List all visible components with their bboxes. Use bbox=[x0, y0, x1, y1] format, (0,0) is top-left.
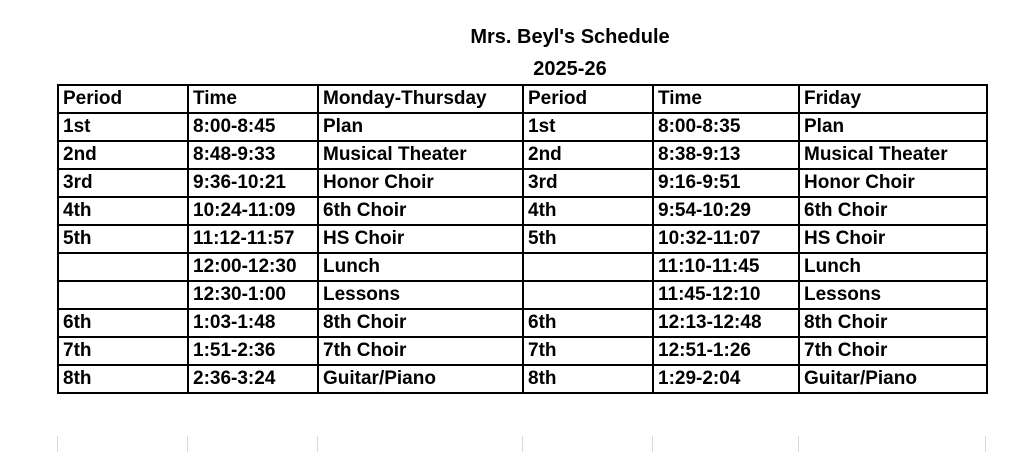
cell-period-mt: 3rd bbox=[58, 169, 188, 197]
cell-period-fri: 7th bbox=[523, 337, 653, 365]
cell-class-mt: 8th Choir bbox=[318, 309, 523, 337]
cell-class-fri: Musical Theater bbox=[799, 141, 987, 169]
cell-time-fri: 8:38-9:13 bbox=[653, 141, 799, 169]
cell-time-mt: 8:00-8:45 bbox=[188, 113, 318, 141]
cell-class-fri: 7th Choir bbox=[799, 337, 987, 365]
cell-time-fri: 11:10-11:45 bbox=[653, 253, 799, 281]
cell-period-mt bbox=[58, 253, 188, 281]
cell-time-mt: 12:00-12:30 bbox=[188, 253, 318, 281]
schedule-year: 2025-26 bbox=[533, 58, 607, 80]
cell-time-fri: 9:16-9:51 bbox=[653, 169, 799, 197]
cell-time-fri: 1:29-2:04 bbox=[653, 365, 799, 393]
header-time-mt: Time bbox=[188, 85, 318, 113]
cell-time-mt: 12:30-1:00 bbox=[188, 281, 318, 309]
cell-class-fri: HS Choir bbox=[799, 225, 987, 253]
cell-time-fri: 10:32-11:07 bbox=[653, 225, 799, 253]
cell-class-fri: Guitar/Piano bbox=[799, 365, 987, 393]
cell-time-fri: 11:45-12:10 bbox=[653, 281, 799, 309]
schedule-table bbox=[57, 84, 988, 394]
cell-class-mt: Musical Theater bbox=[318, 141, 523, 169]
table-row bbox=[58, 225, 987, 253]
cell-time-mt: 1:03-1:48 bbox=[188, 309, 318, 337]
table-row bbox=[58, 113, 987, 141]
cell-class-mt: 6th Choir bbox=[318, 197, 523, 225]
sheet-gridlines bbox=[57, 436, 986, 452]
header-time-fri: Time bbox=[653, 85, 799, 113]
cell-class-mt: Honor Choir bbox=[318, 169, 523, 197]
header-monday-thursday: Monday-Thursday bbox=[318, 85, 523, 113]
cell-period-mt: 2nd bbox=[58, 141, 188, 169]
cell-time-fri: 12:13-12:48 bbox=[653, 309, 799, 337]
header-friday: Friday bbox=[799, 85, 987, 113]
cell-class-mt: Lessons bbox=[318, 281, 523, 309]
table-row bbox=[58, 337, 987, 365]
header-row bbox=[58, 85, 987, 113]
cell-period-fri: 6th bbox=[523, 309, 653, 337]
cell-period-fri: 1st bbox=[523, 113, 653, 141]
cell-time-mt: 1:51-2:36 bbox=[188, 337, 318, 365]
header-period-mt: Period bbox=[58, 85, 188, 113]
cell-period-mt: 1st bbox=[58, 113, 188, 141]
table-row bbox=[58, 281, 987, 309]
cell-class-fri: 6th Choir bbox=[799, 197, 987, 225]
cell-period-mt: 5th bbox=[58, 225, 188, 253]
header-period-fri: Period bbox=[523, 85, 653, 113]
cell-class-fri: Lunch bbox=[799, 253, 987, 281]
cell-period-mt bbox=[58, 281, 188, 309]
cell-class-fri: 8th Choir bbox=[799, 309, 987, 337]
cell-period-fri bbox=[523, 253, 653, 281]
table-row bbox=[58, 253, 987, 281]
cell-time-mt: 2:36-3:24 bbox=[188, 365, 318, 393]
cell-time-fri: 12:51-1:26 bbox=[653, 337, 799, 365]
cell-time-mt: 9:36-10:21 bbox=[188, 169, 318, 197]
cell-period-fri bbox=[523, 281, 653, 309]
cell-time-mt: 11:12-11:57 bbox=[188, 225, 318, 253]
table-row bbox=[58, 365, 987, 393]
cell-period-fri: 5th bbox=[523, 225, 653, 253]
cell-class-mt: HS Choir bbox=[318, 225, 523, 253]
cell-class-mt: Plan bbox=[318, 113, 523, 141]
cell-period-fri: 4th bbox=[523, 197, 653, 225]
table-row bbox=[58, 141, 987, 169]
cell-time-mt: 8:48-9:33 bbox=[188, 141, 318, 169]
schedule-title: Mrs. Beyl's Schedule bbox=[470, 26, 670, 48]
cell-period-mt: 4th bbox=[58, 197, 188, 225]
cell-time-mt: 10:24-11:09 bbox=[188, 197, 318, 225]
table-row bbox=[58, 309, 987, 337]
cell-class-mt: 7th Choir bbox=[318, 337, 523, 365]
schedule-body bbox=[58, 113, 987, 393]
cell-time-fri: 8:00-8:35 bbox=[653, 113, 799, 141]
cell-period-mt: 7th bbox=[58, 337, 188, 365]
cell-class-mt: Lunch bbox=[318, 253, 523, 281]
cell-period-mt: 8th bbox=[58, 365, 188, 393]
cell-time-fri: 9:54-10:29 bbox=[653, 197, 799, 225]
cell-period-fri: 2nd bbox=[523, 141, 653, 169]
cell-period-fri: 3rd bbox=[523, 169, 653, 197]
cell-period-mt: 6th bbox=[58, 309, 188, 337]
table-row bbox=[58, 169, 987, 197]
cell-class-fri: Honor Choir bbox=[799, 169, 987, 197]
table-row bbox=[58, 197, 987, 225]
cell-class-fri: Lessons bbox=[799, 281, 987, 309]
cell-class-mt: Guitar/Piano bbox=[318, 365, 523, 393]
cell-period-fri: 8th bbox=[523, 365, 653, 393]
cell-class-fri: Plan bbox=[799, 113, 987, 141]
